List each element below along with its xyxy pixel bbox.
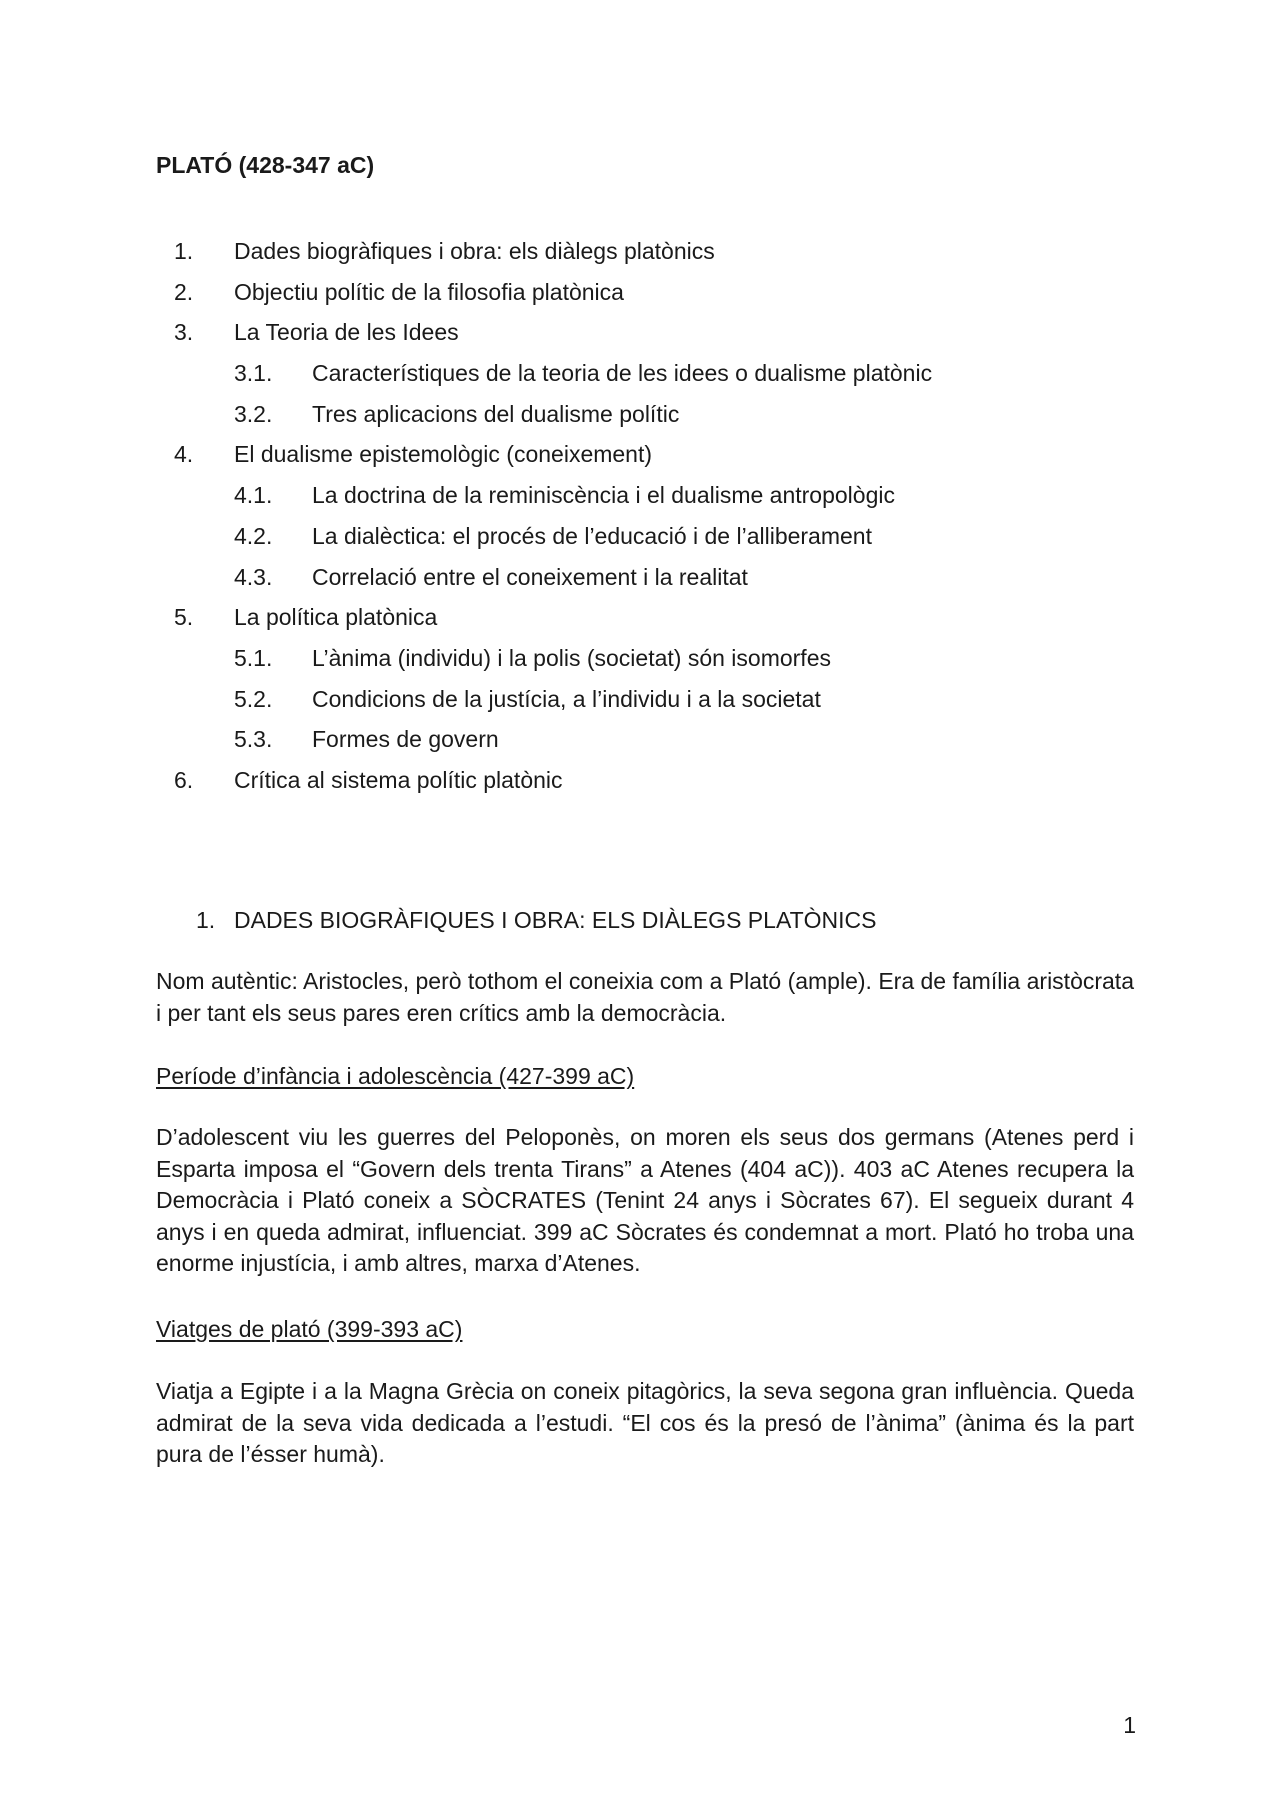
- toc-item-number: 5.1.: [234, 644, 273, 671]
- toc-item-label: Condicions de la justícia, a l’individu i a la societat: [312, 685, 821, 712]
- toc-item: [156, 236, 1136, 277]
- toc-item: [156, 439, 1136, 480]
- subsection-title-childhood: Període d’infància i adolescència (427-399 aC): [156, 1063, 635, 1089]
- toc-item-label: La política platònica: [234, 604, 438, 631]
- toc-item: [156, 277, 1136, 318]
- section-number: 1.: [196, 907, 216, 933]
- toc-item-label: Tres aplicacions del dualisme polític: [312, 400, 680, 427]
- toc-item-label: L’ànima (individu) i la polis (societat) són isomorfes: [312, 644, 831, 671]
- travels-paragraph: Viatja a Egipte i a la Magna Grècia on coneix pitagòrics, la seva segona gran influència. Queda admirat de la seva vida dedicada a l’estudi. “El cos és la presó de l’ànima” (ànima és la part pura de l’ésser humà).: [156, 1378, 1134, 1467]
- table-of-contents: [156, 236, 1136, 806]
- intro-paragraph: Nom autèntic: Aristocles, però tothom el coneixia com a Plató (ample). Era de família aristòcrata i per tant els seus pares eren crítics amb la democràcia.: [156, 968, 1134, 1026]
- toc-subitem: [156, 358, 1136, 399]
- toc-item-number: 5.: [174, 604, 194, 631]
- subsection-title-travels: Viatges de plató (399-393 aC): [156, 1316, 463, 1342]
- toc-item-label: Objectiu polític de la filosofia platònica: [234, 278, 624, 305]
- toc-item-label: El dualisme epistemològic (coneixement): [234, 441, 653, 468]
- page-number: 1: [1123, 1712, 1136, 1738]
- toc-item-number: 3.: [174, 319, 194, 346]
- toc-item-number: 4.1.: [234, 482, 273, 509]
- toc-item-label: Crítica al sistema polític platònic: [234, 766, 563, 793]
- toc-subitem: [156, 684, 1136, 725]
- toc-subitem: [156, 521, 1136, 562]
- toc-item-number: 1.: [174, 238, 194, 264]
- toc-item-label: La Teoria de les Idees: [234, 319, 459, 346]
- toc-item-label: Dades biogràfiques i obra: els diàlegs platònics: [234, 238, 715, 264]
- toc-item-number: 6.: [174, 766, 194, 793]
- childhood-paragraph: D’adolescent viu les guerres del Peloponès, on moren els seus dos germans (Atenes perd i Esparta imposa el “Govern dels trenta Tirans” a Atenes (404 aC)). 403 aC Atenes recupera la Democràcia i Plató coneix a SÒCRATES (Tenint 24 anys i Sòcrates 67). El segueix durant 4 anys i en queda admirat, influenciat. 399 aC Sòcrates és condemnat a mort. Plató ho troba una enorme injustícia, i amb altres, marxa d’Atenes.: [156, 1124, 1134, 1276]
- toc-item-number: 4.: [174, 441, 194, 468]
- toc-item-number: 5.3.: [234, 726, 273, 753]
- toc-item-number: 3.1.: [234, 360, 273, 387]
- toc-item: [156, 317, 1136, 358]
- toc-subitem: [156, 643, 1136, 684]
- toc-item-label: La doctrina de la reminiscència i el dualisme antropològic: [312, 482, 895, 509]
- toc-item: [156, 765, 1136, 806]
- toc-subitem: [156, 399, 1136, 440]
- toc-item-label: Característiques de la teoria de les idees o dualisme platònic: [312, 360, 933, 387]
- toc-subitem: [156, 480, 1136, 521]
- toc-subitem: [156, 724, 1136, 765]
- document-page: [156, 0, 1136, 1810]
- toc-item-number: 5.2.: [234, 685, 273, 712]
- toc-item-label: Correlació entre el coneixement i la realitat: [312, 563, 748, 590]
- toc-subitem: [156, 562, 1136, 603]
- toc-item-number: 3.2.: [234, 400, 273, 427]
- toc-item-label: Formes de govern: [312, 726, 499, 753]
- toc-item-number: 4.3.: [234, 563, 273, 590]
- toc-item-label: La dialèctica: el procés de l’educació i de l’alliberament: [312, 522, 872, 549]
- document-title: PLATÓ (428-347 aC): [156, 152, 375, 178]
- toc-item-number: 2.: [174, 278, 194, 305]
- section-title: DADES BIOGRÀFIQUES I OBRA: ELS DIÀLEGS PLATÒNICS: [234, 907, 877, 933]
- toc-item-number: 4.2.: [234, 522, 273, 549]
- toc-item: [156, 602, 1136, 643]
